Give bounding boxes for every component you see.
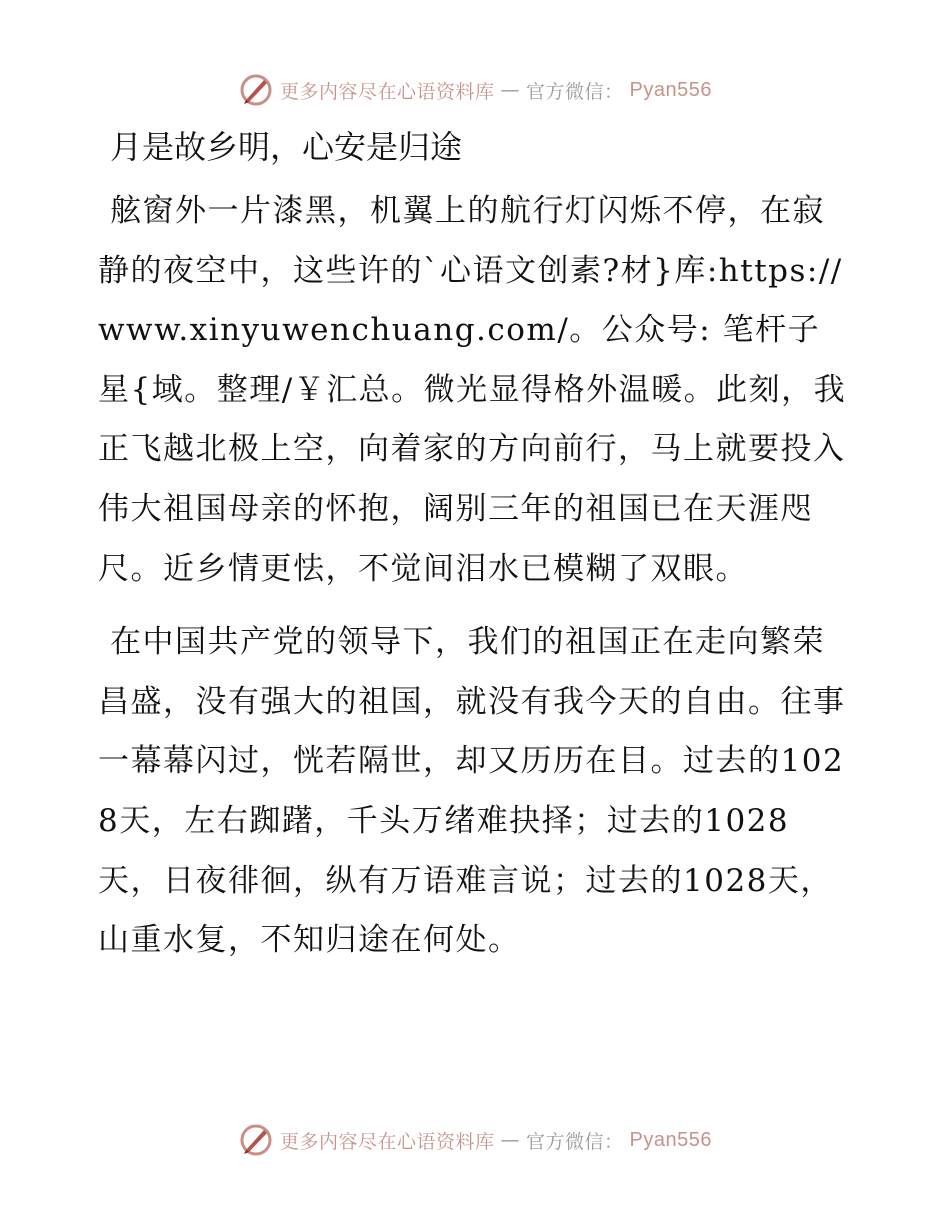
banner-wechat-label: 官方微信： — [526, 80, 624, 103]
banner-dash: — — [500, 1129, 521, 1151]
document-body — [98, 122, 850, 985]
footer-banner — [0, 1120, 950, 1160]
banner-wechat-id: Pyan556 — [629, 78, 712, 101]
paragraph-1: 舷窗外一片漆黑，机翼上的航行灯闪烁不停，在寂静的夜空中，这些许的`心语文创素?材}库:https://www.xinyuwenchuang.com/。公众号: 笔杆子星{域。整理/￥汇总。微光显得格外温暖。此刻，我正飞越北极上空，向着家的方向前行，马上就要投入伟大祖国母亲的怀抱，阔别三年的祖国已在天涯咫尺。近乡情更怯，不觉间泪水已模糊了双眼。 — [98, 193, 847, 587]
banner-main-text: 更多内容尽在心语资料库 — [280, 80, 495, 103]
paragraph-2: 在中国共产党的领导下，我们的祖国正在走向繁荣昌盛，没有强大的祖国，就没有我今天的自由。往事一幕幕闪过，恍若隔世，却又历历在目。过去的1028天，左右踟躇，千头万绪难抉择；过去的1028天，日夜徘徊，纵有万语难言说；过去的1028天，山重水复，不知归途在何处。 — [98, 624, 846, 959]
banner-main-text: 更多内容尽在心语资料库 — [280, 1130, 495, 1153]
banner-dash: — — [500, 79, 521, 101]
banner-wechat-id: Pyan556 — [629, 1128, 712, 1151]
banner-wechat-label: 官方微信： — [526, 1130, 624, 1153]
document-title: 月是故乡明，心安是归途 — [110, 128, 463, 166]
header-banner — [0, 70, 950, 110]
quill-pen-logo-icon — [238, 1122, 274, 1158]
quill-pen-logo-icon — [238, 72, 274, 108]
